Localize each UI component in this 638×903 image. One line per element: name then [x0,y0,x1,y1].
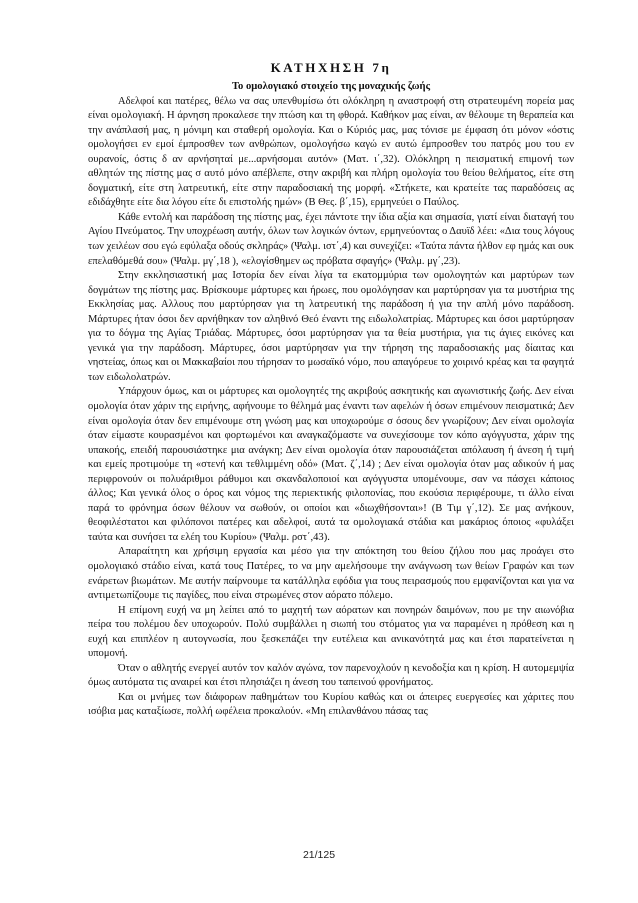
document-title: ΚΑΤΗΧΗΣΗ 7η [270,60,392,75]
paragraph: Υπάρχουν όμως, και οι μάρτυρες και ομολογητές της ακριβούς ασκητικής και αγωνιστικής ζωής. Δεν είναι ομολογία όταν χάριν της ειρήνης, αφήνουμε το θέλημά μας έναντι των αφελών ή όσων επιμένουν πεισματικά; Δεν είναι ομολογία όταν δεν επιμένουμε στη γνώση μας και υποχωρούμε σ όσους δεν γνωρίζουν; Δεν είναι ομολογία όταν είμαστε κουρασμένοι και φορτωμένοι και αναγκαζόμαστε να συνεχίσουμε τον κόπο αγόγγυστα, χάριν της υπακοής, επειδή παρουσιάστηκε μια ανάγκη; Δεν είναι ομολογία όταν παρουσιάζεται απόλαυση ή άνεση ή τιμή και εμείς προτιμούμε τη «στενή και τεθλιμμένη οδό» (Ματ. ζ΄,14) ; Δεν είναι ομολογία όταν μας αδικούν ή μας περιφρονούν οι πολυάριθμοι ράθυμοι και σκανδαλοποιοί και αγόγγυστα υπομένουμε, σαν να πάσχει κάποιος άλλος; Και γενικά όλος ο όρος και νόμος της περιεκτικής φιλοπονίας, που εκούσια περιφέρουμε, τι άλλο είναι παρά το φρόνημα όσων θέλουν να σωθούν, οι οποίοι και «διωχθήσονται»! (Β Τιμ γ΄,12). Σε μας ανήκουν, θεοφιλέστατοι και φιλόπονοι πατέρες και αδελφοί, αυτά τα ομολογιακά στάδια και μακάριος όποιος «φυλάξει ταύτα και συνήσει τα ελέη του Κυρίου» (Ψαλμ. ρστ΄,43). [88,386,574,543]
paragraph: Στην εκκλησιαστική μας Ιστορία δεν είναι λίγα τα εκατομμύρια των ομολογητών και μαρτύρων των δογμάτων της πίστης μας. Βρίσκουμε μάρτυρες και ήρωες, που ομολόγησαν και μαρτύρησαν για τα μυστήρια της Εκκλησίας μας. Αλλους που μαρτύρησαν για τη λατρευτική της παράδοση ή για την απλή μόνο παράδοση. Μάρτυρες ήταν όσοι δεν αρνήθηκαν τον αληθινό Θεό έναντι της ειδωλολατρίας. Μάρτυρες και όσοι μαρτύρησαν για το δόγμα της Αγίας Τριάδας. Μάρτυρες, όσοι μαρτύρησαν για τα θεία μυστήρια, για τις άγιες εικόνες και γενικά για την παράδοση. Μάρτυρες, όσοι μαρτύρησαν για την τήρηση της παραδοσιακής μας δίαιτας και νηστείας, όπως και οι Μακκαβαίοι που τήρησαν το μωσαϊκό νόμο, που απαγόρευε το χοιρινό κρέας και τα φαγητά των ειδωλολατρών. [88,270,574,383]
paragraph: Η επίμονη ευχή να μη λείπει από το μαχητή των αόρατων και πονηρών δαιμόνων, που με την αιωνόβια πείρα του πολέμου δεν υποχωρούν. Πολύ συμβάλλει η σιωπή του στόματος για να παραμένει η πρόθεση και η ευχή και επιπλέον η αυτογνωσία, που ξεσκεπάζει την ευτέλεια και ανικανότητά μας και έτσι παρατείνεται η υπομονή. [88,604,574,660]
paragraph: Απαραίτητη και χρήσιμη εργασία και μέσο για την απόκτηση του θείου ζήλου που μας προάγει στο ομολογιακό στάδιο είναι, κατά τους Πατέρες, το να μην αμελήσουμε την ανάγνωση των θείων Γραφών και των ενάρετων βιωμάτων. Με αυτήν παίρνουμε τα κατάλληλα εφόδια για τους πειρασμούς που εμφανίζονται και για να αντιμετωπίζουμε τις παγίδες, που είναι στρωμένες στον αόρατο πόλεμο. [88,546,574,602]
document-subtitle: Το ομολογιακό στοιχείο της μοναχικής ζωής [231,81,431,92]
paragraph: Όταν ο αθλητής ενεργεί αυτόν τον καλόν αγώνα, τον παρενοχλούν η κενοδοξία και η κρίση. Η αυτομεμψία όμως αυτόματα τις αναιρεί και έτσι πλησιάζει η άνεση του ταπεινού φρονήματος. [88,662,574,689]
document-page [88,60,574,720]
page-number: 21/125 [302,849,336,861]
paragraph: Αδελφοί και πατέρες, θέλω να σας υπενθυμίσω ότι ολόκληρη η αναστροφή στη στρατευμένη πορεία μας είναι ομολογιακή. Η άρνηση προκαλεσε την πτώση και τη φθορά. Καθήκον μας είναι, αν θέλουμε τη θεραπεία και την ανάπλασή μας, η μόνιμη και σταθερή ομολογία. Και ο Κύριός μας, μας τόνισε με έμφαση ότι μόνον «όστις ομολογήσει εν εμοί έμπροσθεν των ανθρώπων, ομολογήσω καγώ εν αυτώ έμπροσθεν του πατρός μου του εν ουρανοίς, όστις δ αν αρνήσηταί με...αρνήσομαι αυτόν» (Ματ. ι΄,32). Ολόκληρη η πεισματική επιμονή των αθλητών της πίστης μας σ αυτό μόνο απέβλεπε, στην ακριβή και πλήρη ομολογία του θείου θελήματος, είτε στη δογματική, είτε στη λατρευτική, είτε στην παραδοσιακή της μορφή. «Στήκετε, και κρατείτε τας παραδόσεις ας εδιδάχθητε είτε δια λόγου είτε δι επιστολής ημών» (Β Θες. β΄,15), ερμηνεύει ο Παύλος. [88,95,574,209]
paragraph: Κάθε εντολή και παράδοση της πίστης μας, έχει πάντοτε την ίδια αξία και σημασία, γιατί είναι διαταγή του Αγίου Πνεύματος. Την υποχρέωση αυτήν, όλων των λογικών όντων, ερμηνεύοντας ο Δαυϊδ λέει: «Δια τους λόγους των χειλέων σου εγώ εφύλαξα οδούς σκληράς» (Ψαλμ. ιστ΄,4) και συνεχίζει: «Ταύτα πάντα ήλθον εφ ημάς και ουκ επελαθόμεθά σου» (Ψαλμ. μγ΄,18 ), «ελογίσθημεν ως πρόβατα σφαγής» (Ψαλμ. μγ΄,23). [88,211,574,267]
paragraph: Και οι μνήμες των διάφορων παθημάτων του Κυρίου καθώς και οι άπειρες ευεργεσίες και χάριτες που ισόβια μας καταξίωσε, πολλή ωφέλεια προκαλούν. «Μη επιλανθάνου πάσας τας [88,691,574,718]
